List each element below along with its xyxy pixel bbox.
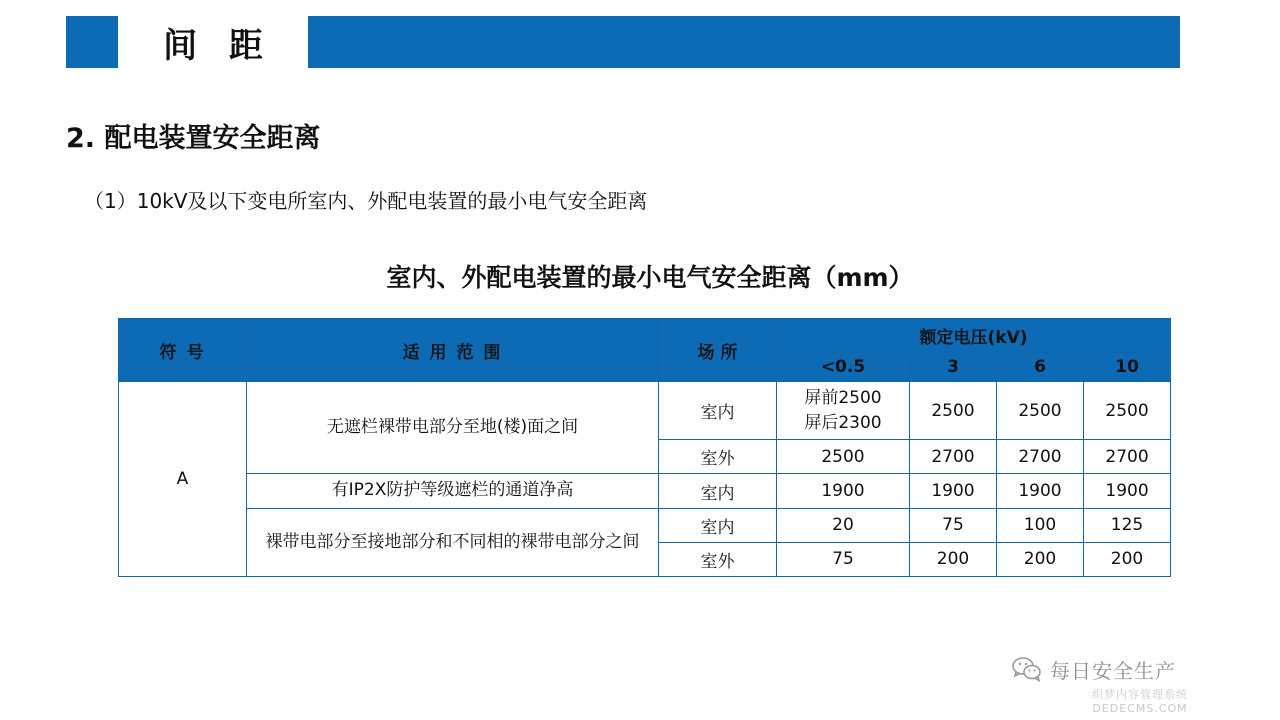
table-row bbox=[119, 508, 1171, 542]
cell-place-1: 室外 bbox=[659, 440, 777, 474]
cell-place-3: 室内 bbox=[659, 508, 777, 542]
distance-table bbox=[118, 318, 1171, 577]
cell-value-3-0: 20 bbox=[777, 508, 910, 542]
wechat-watermark bbox=[1012, 655, 1176, 684]
header-voltage-2: 6 bbox=[997, 353, 1084, 382]
cell-place-2: 室内 bbox=[659, 474, 777, 509]
cell-value-0-0-line2: 屏后2300 bbox=[804, 412, 882, 433]
dedecms-watermark-line1: 织梦内容管理系统 bbox=[1092, 688, 1188, 701]
page-title: 间 距 bbox=[163, 25, 273, 66]
cell-value-1-2: 2700 bbox=[997, 440, 1084, 474]
cell-value-1-3: 2700 bbox=[1084, 440, 1171, 474]
table-row bbox=[119, 474, 1171, 509]
cell-value-0-3: 2500 bbox=[1084, 382, 1171, 440]
header-voltage-group: 额定电压(kV) bbox=[777, 319, 1171, 353]
header-tick-2-icon bbox=[92, 21, 104, 63]
cell-value-4-1: 200 bbox=[910, 542, 997, 576]
cell-symbol-a: A bbox=[119, 382, 247, 577]
cell-value-4-3: 200 bbox=[1084, 542, 1171, 576]
header-left-notch bbox=[0, 16, 66, 68]
section-title: 2. 配电装置安全距离 bbox=[66, 123, 321, 154]
cell-value-2-2: 1900 bbox=[997, 474, 1084, 509]
table-row bbox=[119, 382, 1171, 440]
header-title-block bbox=[118, 16, 308, 68]
cell-scope-3: 裸带电部分至接地部分和不同相的裸带电部分之间 bbox=[247, 508, 659, 576]
header-voltage-1: 3 bbox=[910, 353, 997, 382]
cell-value-1-0: 2500 bbox=[777, 440, 910, 474]
header-banner bbox=[0, 16, 1180, 68]
header-scope: 适 用 范 围 bbox=[247, 319, 659, 382]
cell-place-4: 室外 bbox=[659, 542, 777, 576]
cell-value-2-3: 1900 bbox=[1084, 474, 1171, 509]
dedecms-watermark-line2: DEDECMS.COM bbox=[1092, 702, 1188, 716]
cell-scope-2: 有IP2X防护等级遮栏的通道净高 bbox=[247, 474, 659, 509]
cell-value-3-2: 100 bbox=[997, 508, 1084, 542]
cell-value-0-0 bbox=[777, 382, 910, 440]
cell-place-0: 室内 bbox=[659, 382, 777, 440]
wechat-icon bbox=[1012, 657, 1042, 682]
cell-value-4-2: 200 bbox=[997, 542, 1084, 576]
wechat-watermark-text: 每日安全生产 bbox=[1050, 659, 1176, 683]
distance-table-wrapper bbox=[118, 318, 1170, 577]
header-place: 场 所 bbox=[659, 319, 777, 382]
section-subtitle: （1）10kV及以下变电所室内、外配电装置的最小电气安全距离 bbox=[84, 189, 648, 213]
cell-value-2-1: 1900 bbox=[910, 474, 997, 509]
cell-value-2-0: 1900 bbox=[777, 474, 910, 509]
dedecms-watermark bbox=[1092, 688, 1188, 717]
table-header-row-1 bbox=[119, 319, 1171, 353]
table-caption: 室内、外配电装置的最小电气安全距离（mm） bbox=[386, 263, 914, 292]
cell-value-0-0-line1: 屏前2500 bbox=[804, 388, 882, 408]
cell-value-0-1: 2500 bbox=[910, 382, 997, 440]
header-symbol: 符 号 bbox=[119, 319, 247, 382]
cell-scope-0: 无遮栏裸带电部分至地(楼)面之间 bbox=[247, 382, 659, 474]
cell-value-3-3: 125 bbox=[1084, 508, 1171, 542]
cell-value-4-0: 75 bbox=[777, 542, 910, 576]
header-voltage-0: <0.5 bbox=[777, 353, 910, 382]
header-voltage-3: 10 bbox=[1084, 353, 1171, 382]
cell-value-0-2: 2500 bbox=[997, 382, 1084, 440]
cell-value-3-1: 75 bbox=[910, 508, 997, 542]
header-tick-1-icon bbox=[70, 21, 82, 63]
cell-value-1-1: 2700 bbox=[910, 440, 997, 474]
